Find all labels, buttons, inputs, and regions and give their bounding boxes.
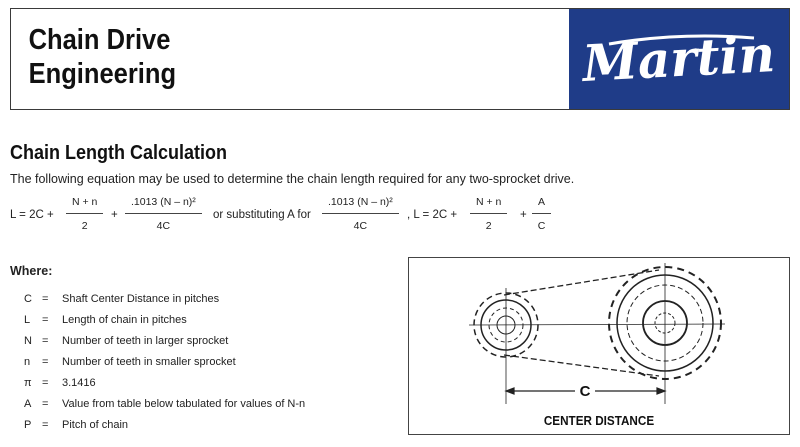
intro-text: The following equation may be used to determine the chain length required for any two-sprocket drive. (10, 172, 575, 186)
variable-row (24, 314, 187, 332)
title-line-1: Chain Drive (28, 24, 171, 56)
variable-symbol: n (24, 356, 31, 368)
substituting-text: or substituting A for (213, 209, 311, 221)
fraction-n-plus-n (66, 196, 103, 232)
title-line-2: Engineering (28, 58, 177, 90)
sprocket-drawing (409, 258, 789, 434)
variable-symbol: C (24, 293, 32, 305)
variable-equals: = (42, 419, 49, 431)
center-distance-c-label: C (579, 383, 591, 400)
header-banner (10, 8, 790, 110)
variable-equals: = (42, 293, 49, 305)
equation-plus: + (520, 209, 527, 221)
equation-lhs: L = 2C + (10, 209, 54, 221)
equation-lhs-substituted: , L = 2C + (407, 209, 458, 221)
variable-description: Length of chain in pitches (62, 314, 187, 326)
logo-text: Martin (581, 24, 777, 94)
variable-description: Number of teeth in larger sprocket (62, 335, 229, 347)
section-title: Chain Length Calculation (10, 142, 228, 164)
fraction-numerator: N + n (470, 196, 507, 214)
variable-row (24, 398, 305, 416)
equation-plus: + (111, 209, 118, 221)
martin-logo-mark (579, 14, 779, 104)
fraction-numerator: N + n (66, 196, 103, 214)
variable-row (24, 335, 228, 353)
fraction-n-plus-n-2 (470, 196, 507, 232)
variable-equals: = (42, 314, 49, 326)
variable-equals: = (42, 335, 49, 347)
center-distance-diagram (408, 257, 790, 435)
page-title (11, 9, 502, 109)
variable-description: Shaft Center Distance in pitches (62, 293, 220, 305)
fraction-numerator: A (532, 196, 551, 214)
variable-description: 3.1416 (62, 377, 96, 389)
fraction-denominator: 2 (485, 220, 492, 232)
variable-symbol: N (24, 335, 32, 347)
variable-row (24, 377, 96, 395)
variable-symbol: π (24, 377, 32, 389)
diagram-caption: CENTER DISTANCE (543, 413, 655, 428)
fraction-numerator: .1013 (N – n)² (322, 196, 399, 214)
martin-logo (569, 9, 789, 109)
fraction-denominator: C (537, 220, 546, 232)
variable-equals: = (42, 398, 49, 410)
variable-description: Value from table below tabulated for values of N-n (62, 398, 306, 410)
variable-equals: = (42, 356, 49, 368)
where-label: Where: (10, 264, 53, 278)
fraction-a-over-c (532, 196, 551, 232)
fraction-numerator: .1013 (N – n)² (125, 196, 202, 214)
variable-symbol: A (24, 398, 32, 410)
fraction-correction (125, 196, 202, 232)
variable-symbol: P (24, 419, 32, 431)
variable-row (24, 293, 219, 311)
variable-row (24, 356, 236, 374)
fraction-denominator: 4C (353, 220, 368, 232)
variable-equals: = (42, 377, 49, 389)
variable-row (24, 419, 128, 437)
variable-description: Pitch of chain (62, 419, 129, 431)
fraction-denominator: 4C (156, 220, 171, 232)
variable-symbol: L (24, 314, 31, 326)
fraction-denominator: 2 (81, 220, 88, 232)
variable-description: Number of teeth in smaller sprocket (62, 356, 236, 368)
fraction-a-definition (322, 196, 399, 232)
